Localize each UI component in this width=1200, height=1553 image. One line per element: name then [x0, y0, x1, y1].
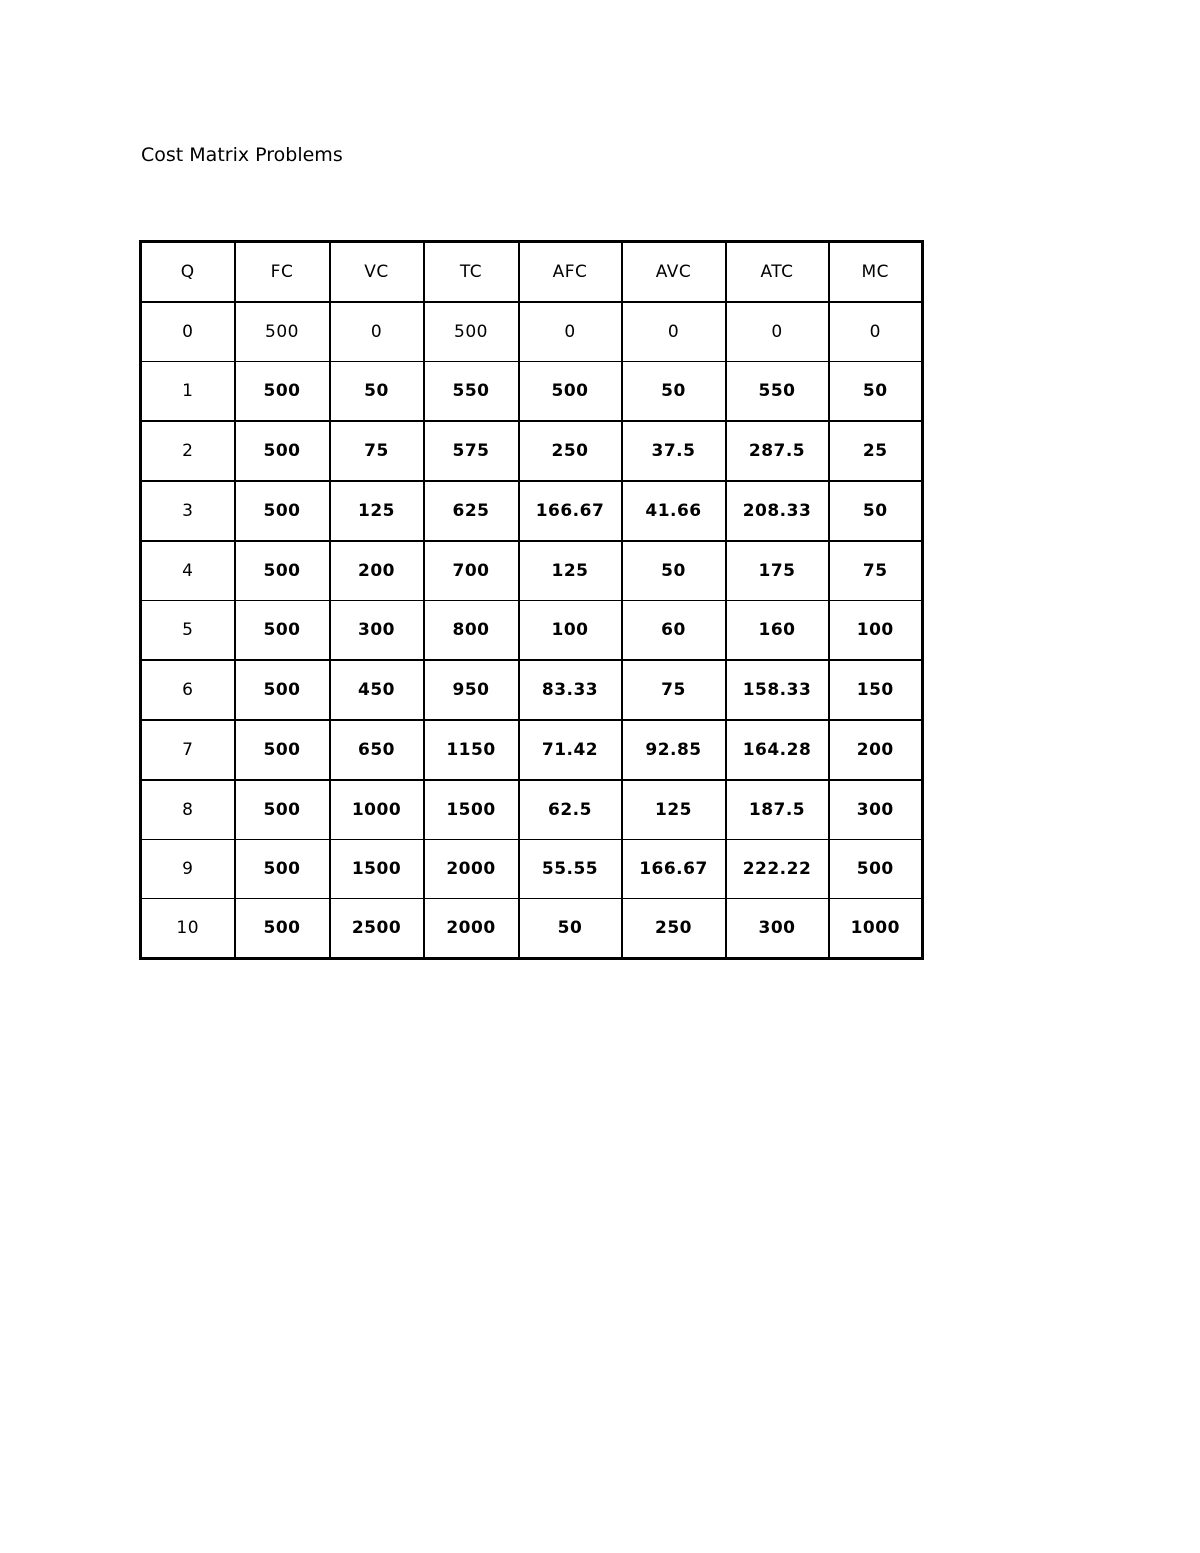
cell-mc: 100 [829, 601, 923, 661]
cell-mc: 150 [829, 660, 923, 720]
cell-q: 5 [141, 601, 235, 661]
cell-q: 3 [141, 481, 235, 541]
cell-avc: 250 [622, 899, 726, 959]
header-afc: AFC [519, 242, 622, 303]
cell-mc: 25 [829, 421, 923, 481]
table-row [141, 481, 923, 541]
table-row [141, 421, 923, 481]
header-fc: FC [235, 242, 330, 303]
cell-vc: 300 [330, 601, 424, 661]
cell-avc: 60 [622, 601, 726, 661]
cell-vc: 1000 [330, 780, 424, 840]
cell-q: 1 [141, 362, 235, 422]
cell-tc: 2000 [424, 840, 519, 899]
cell-avc: 75 [622, 660, 726, 720]
cell-q: 10 [141, 899, 235, 959]
cell-afc: 83.33 [519, 660, 622, 720]
cell-tc: 625 [424, 481, 519, 541]
cell-q: 6 [141, 660, 235, 720]
cell-fc: 500 [235, 421, 330, 481]
header-atc: ATC [726, 242, 829, 303]
cell-tc: 800 [424, 601, 519, 661]
cell-mc: 0 [829, 302, 923, 362]
cell-mc: 50 [829, 481, 923, 541]
cell-avc: 37.5 [622, 421, 726, 481]
cell-fc: 500 [235, 362, 330, 422]
table-row [141, 302, 923, 362]
cell-fc: 500 [235, 541, 330, 601]
header-q: Q [141, 242, 235, 303]
cell-vc: 450 [330, 660, 424, 720]
cell-fc: 500 [235, 481, 330, 541]
cell-avc: 50 [622, 362, 726, 422]
cell-fc: 500 [235, 601, 330, 661]
cell-tc: 950 [424, 660, 519, 720]
cell-tc: 1500 [424, 780, 519, 840]
cell-mc: 500 [829, 840, 923, 899]
table-row [141, 840, 923, 899]
table-header-row [141, 242, 923, 303]
cell-vc: 1500 [330, 840, 424, 899]
table-row [141, 541, 923, 601]
cell-atc: 187.5 [726, 780, 829, 840]
cell-afc: 0 [519, 302, 622, 362]
cell-vc: 200 [330, 541, 424, 601]
table-row [141, 601, 923, 661]
cell-q: 2 [141, 421, 235, 481]
cell-fc: 500 [235, 302, 330, 362]
cell-tc: 575 [424, 421, 519, 481]
cell-fc: 500 [235, 660, 330, 720]
cell-tc: 1150 [424, 720, 519, 780]
cell-afc: 125 [519, 541, 622, 601]
cell-vc: 75 [330, 421, 424, 481]
cell-q: 4 [141, 541, 235, 601]
cell-afc: 166.67 [519, 481, 622, 541]
table-row [141, 720, 923, 780]
cell-mc: 50 [829, 362, 923, 422]
cell-q: 8 [141, 780, 235, 840]
table-row [141, 660, 923, 720]
cell-atc: 175 [726, 541, 829, 601]
header-vc: VC [330, 242, 424, 303]
cell-atc: 287.5 [726, 421, 829, 481]
page-title: Cost Matrix Problems [141, 144, 343, 166]
cell-fc: 500 [235, 720, 330, 780]
cell-atc: 208.33 [726, 481, 829, 541]
cell-afc: 55.55 [519, 840, 622, 899]
cell-avc: 125 [622, 780, 726, 840]
header-mc: MC [829, 242, 923, 303]
cell-mc: 300 [829, 780, 923, 840]
table-row [141, 780, 923, 840]
cell-avc: 50 [622, 541, 726, 601]
cell-mc: 200 [829, 720, 923, 780]
cell-afc: 71.42 [519, 720, 622, 780]
cell-atc: 158.33 [726, 660, 829, 720]
cell-avc: 92.85 [622, 720, 726, 780]
cost-matrix-table [139, 240, 924, 960]
table-row [141, 899, 923, 959]
cell-atc: 164.28 [726, 720, 829, 780]
cell-afc: 50 [519, 899, 622, 959]
cell-tc: 500 [424, 302, 519, 362]
cell-afc: 500 [519, 362, 622, 422]
cell-fc: 500 [235, 780, 330, 840]
cell-atc: 0 [726, 302, 829, 362]
cell-vc: 125 [330, 481, 424, 541]
cell-vc: 650 [330, 720, 424, 780]
cell-afc: 250 [519, 421, 622, 481]
cell-fc: 500 [235, 840, 330, 899]
cell-vc: 50 [330, 362, 424, 422]
cell-avc: 41.66 [622, 481, 726, 541]
table-body [141, 302, 923, 959]
header-avc: AVC [622, 242, 726, 303]
table-row [141, 362, 923, 422]
cell-atc: 550 [726, 362, 829, 422]
cell-fc: 500 [235, 899, 330, 959]
header-tc: TC [424, 242, 519, 303]
cell-avc: 166.67 [622, 840, 726, 899]
cell-vc: 2500 [330, 899, 424, 959]
cell-q: 9 [141, 840, 235, 899]
cell-tc: 550 [424, 362, 519, 422]
cell-atc: 160 [726, 601, 829, 661]
cell-afc: 100 [519, 601, 622, 661]
cell-mc: 75 [829, 541, 923, 601]
cell-mc: 1000 [829, 899, 923, 959]
cell-q: 7 [141, 720, 235, 780]
cell-avc: 0 [622, 302, 726, 362]
cell-q: 0 [141, 302, 235, 362]
cell-tc: 2000 [424, 899, 519, 959]
cell-vc: 0 [330, 302, 424, 362]
cell-tc: 700 [424, 541, 519, 601]
cell-atc: 222.22 [726, 840, 829, 899]
cell-afc: 62.5 [519, 780, 622, 840]
cell-atc: 300 [726, 899, 829, 959]
